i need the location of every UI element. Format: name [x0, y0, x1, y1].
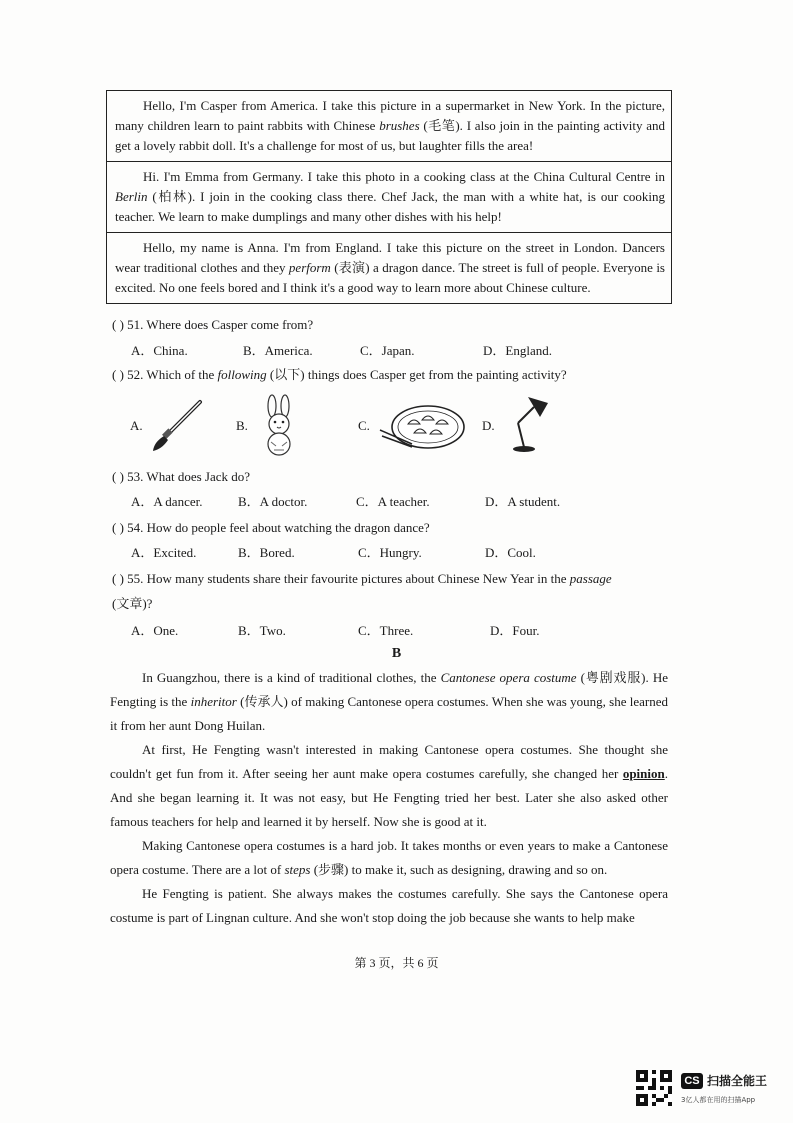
question-53: ( ) 53. What does Jack do? [112, 469, 251, 484]
question-55: ( ) 55. How many students share their favourite pictures about Chinese New Year in the passage [112, 571, 612, 586]
passage-anna: Hello, my name is Anna. I'm from England. I take this picture on the street in London. Dancers wear traditional clothes and they perform (表演) a dragon dance. The street is full of people. Everyone is excited. No one feels bored and I think it's a good way to learn more about Chinese culture. [107, 233, 671, 304]
rabbit-doll-icon [254, 394, 304, 458]
q54-option-c[interactable]: C．Hungry. [358, 545, 422, 560]
page-footer: 第 3 页，共 6 页 [354, 956, 439, 970]
b-paragraph-4: He Fengting is patient. She always makes the costumes carefully. She says the Cantonese opera costume is part of Lingnan culture. And she won't stop doing the job because she wants to help make [110, 886, 668, 925]
q52-option-b[interactable]: B. [236, 418, 248, 433]
q51-option-a[interactable]: A．China. [131, 343, 188, 358]
q53-option-c[interactable]: C．A teacher. [356, 494, 430, 509]
scanner-logo: CS [681, 1073, 703, 1089]
question-55-line2: (文章)? [112, 596, 153, 611]
q51-option-c[interactable]: C．Japan. [360, 343, 415, 358]
question-52: ( ) 52. Which of the following (以下) things does Casper get from the painting activity? [112, 367, 567, 382]
q54-option-b[interactable]: B．Bored. [238, 545, 295, 560]
q52-option-c[interactable]: C. [358, 418, 370, 433]
b-paragraph-3: Making Cantonese opera costumes is a hard job. It takes months or even years to make a Cantonese opera costume. There are a lot of steps (步骤) to make it, such as designing, drawing and so on. [110, 838, 668, 877]
reading-a-box [106, 90, 672, 304]
b-paragraph-2: At first, He Fengting wasn't interested in making Cantonese opera costumes. She thought she couldn't get fun from it. After seeing her aunt make opera costumes carefully, she changed her opinion. And she began learning it. It was not easy, but He Fengting tried her best. Later she also asked other famous teachers for help and learned it by herself. Now she is good at it. [110, 742, 668, 829]
b-paragraph-1: In Guangzhou, there is a kind of traditional clothes, the Cantonese opera costume (粤剧戏服). He Fengting is the inheritor (传承人) of making Cantonese opera costumes. When she was young, she learned it from her aunt Dong Huilan. [110, 670, 668, 733]
q53-option-d[interactable]: D．A student. [485, 494, 561, 509]
q52-option-d[interactable]: D. [482, 418, 495, 433]
q55-option-d[interactable]: D．Four. [490, 623, 540, 638]
q55-option-c[interactable]: C．Three. [358, 623, 414, 638]
question-51: ( ) 51. Where does Casper come from? [112, 317, 314, 332]
passage-casper: Hello, I'm Casper from America. I take this picture in a supermarket in New York. In the picture, many children learn to paint rabbits with Chinese brushes (毛笔). I also join in the painting activity and get a lovely rabbit doll. It's a challenge for most of us, but laughter fills the area! [107, 91, 671, 162]
scanner-name: 扫描全能王 [707, 1074, 768, 1088]
passage-emma: Hi. I'm Emma from Germany. I take this photo in a cooking class at the China Cultural Centre in Berlin (柏林). I join in the cooking class there. Chef Jack, the man with a white hat, is our cooking teacher. We learn to make dumplings and many other dishes with his help! [107, 162, 671, 233]
q52-option-a[interactable]: A. [130, 418, 143, 433]
qr-code-icon [636, 1070, 672, 1106]
q54-option-d[interactable]: D．Cool. [485, 545, 536, 560]
q51-option-b[interactable]: B．America. [243, 343, 313, 358]
q53-option-b[interactable]: B．A doctor. [238, 494, 308, 509]
question-54: ( ) 54. How do people feel about watching the dragon dance? [112, 520, 430, 535]
paintbrush-icon [148, 398, 206, 454]
scanner-tagline: 3亿人都在用的扫描App [681, 1096, 756, 1104]
q53-option-a[interactable]: A．A dancer. [131, 494, 203, 509]
q55-option-b[interactable]: B．Two. [238, 623, 286, 638]
dumplings-icon [378, 400, 468, 452]
section-b-title: B [391, 646, 402, 661]
q54-option-a[interactable]: A．Excited. [131, 545, 197, 560]
q51-option-d[interactable]: D．England. [483, 343, 552, 358]
q55-option-a[interactable]: A．One. [131, 623, 179, 638]
desk-lamp-icon [500, 393, 552, 455]
section-b-passage [110, 666, 668, 930]
